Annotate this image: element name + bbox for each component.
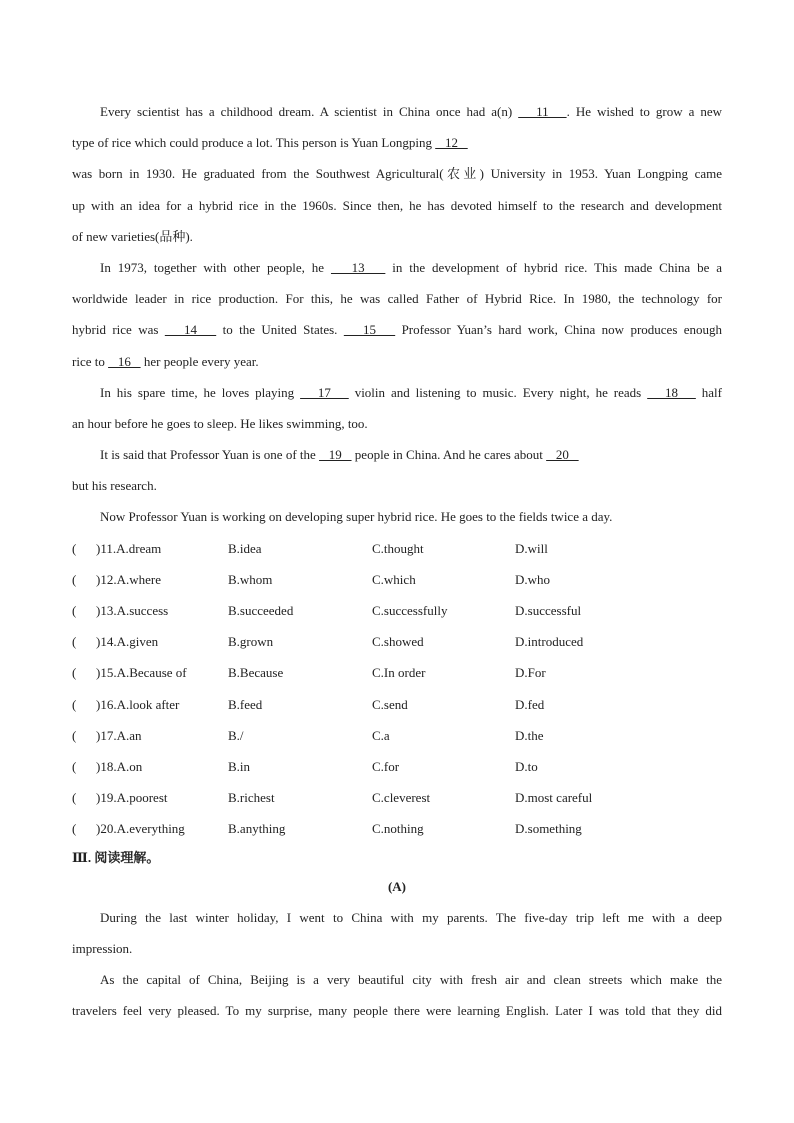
option-a[interactable]: )17.A.an bbox=[96, 727, 142, 743]
question-row bbox=[72, 595, 722, 626]
passage-line: of new varieties(品种). bbox=[72, 228, 193, 244]
option-c[interactable]: C.which bbox=[372, 571, 416, 587]
answer-paren[interactable]: ( bbox=[72, 821, 77, 837]
option-b[interactable]: B.grown bbox=[228, 634, 274, 650]
answer-paren[interactable]: ( bbox=[72, 758, 77, 774]
option-d[interactable]: D.who bbox=[515, 571, 551, 587]
option-d[interactable]: D.introduced bbox=[515, 634, 584, 650]
option-d[interactable]: D.fed bbox=[515, 696, 545, 712]
option-c[interactable]: C.a bbox=[372, 727, 390, 743]
option-c[interactable]: C.for bbox=[372, 758, 400, 774]
blank-16[interactable]: 16 bbox=[108, 353, 141, 369]
option-b[interactable]: B.feed bbox=[228, 696, 263, 712]
passage-line: impression. bbox=[72, 940, 133, 956]
passage-line: but his research. bbox=[72, 478, 157, 494]
blank-12[interactable]: 12 bbox=[435, 135, 468, 151]
passage-line: up with an idea for a hybrid rice in the 1960s. Since then, he has devoted himself to the research and development bbox=[72, 197, 722, 213]
blank-18[interactable]: 18 bbox=[647, 384, 696, 400]
passage-subtitle: (A) bbox=[387, 878, 407, 894]
option-d[interactable]: D.For bbox=[515, 665, 546, 681]
option-a[interactable]: )20.A.everything bbox=[96, 821, 185, 837]
option-b[interactable]: B.in bbox=[228, 758, 251, 774]
question-row bbox=[72, 626, 722, 657]
option-c[interactable]: C.cleverest bbox=[372, 790, 431, 806]
option-a[interactable]: )16.A.look after bbox=[96, 696, 180, 712]
question-row bbox=[72, 782, 722, 813]
answer-paren[interactable]: ( bbox=[72, 603, 77, 618]
option-a[interactable]: )13.A.success bbox=[96, 603, 169, 618]
option-c[interactable]: C.successfully bbox=[372, 603, 448, 618]
blank-15[interactable]: 15 bbox=[343, 322, 396, 338]
option-b[interactable]: B.whom bbox=[228, 571, 273, 587]
answer-paren[interactable]: ( bbox=[72, 696, 77, 712]
passage-line: It is said that Professor Yuan is one of the 19 people in China. And he cares about 20 bbox=[100, 447, 579, 463]
option-a[interactable]: )14.A.given bbox=[96, 634, 159, 650]
passage-line: an hour before he goes to sleep. He likes swimming, too. bbox=[72, 415, 368, 431]
answer-paren[interactable]: ( bbox=[72, 540, 77, 556]
passage-line: was born in 1930. He graduated from the Southwest Agricultural(农业) University in 1953. Yuan Longping came bbox=[72, 166, 722, 182]
question-row bbox=[72, 564, 722, 595]
option-d[interactable]: D.the bbox=[515, 727, 544, 743]
answer-paren[interactable]: ( bbox=[72, 634, 77, 650]
option-c[interactable]: C.send bbox=[372, 696, 408, 712]
passage-line: hybrid rice was 14 to the United States. 15 Professor Yuan’s hard work, China now produces enough bbox=[72, 322, 723, 338]
option-d[interactable]: D.something bbox=[515, 821, 582, 837]
section-heading: Ⅲ. 阅读理解。 bbox=[72, 849, 160, 865]
answer-paren[interactable]: ( bbox=[72, 790, 77, 806]
option-a[interactable]: )18.A.on bbox=[96, 758, 143, 774]
blank-11[interactable]: 11 bbox=[518, 104, 567, 119]
option-d[interactable]: D.will bbox=[515, 540, 548, 556]
option-b[interactable]: B./ bbox=[228, 727, 244, 743]
blank-19[interactable]: 19 bbox=[319, 447, 352, 463]
answer-paren[interactable]: ( bbox=[72, 727, 77, 743]
passage-line: type of rice which could produce a lot. This person is Yuan Longping 12 bbox=[72, 135, 468, 151]
option-c[interactable]: C.nothing bbox=[372, 821, 424, 837]
option-a[interactable]: )12.A.where bbox=[96, 571, 161, 587]
question-row bbox=[72, 533, 722, 564]
passage-line: In his spare time, he loves playing 17 violin and listening to music. Every night, he reads 18 half bbox=[100, 384, 722, 400]
passage-line: Every scientist has a childhood dream. A scientist in China once had a(n) 11 . He wished to grow a new bbox=[100, 104, 722, 119]
blank-17[interactable]: 17 bbox=[300, 384, 349, 400]
question-row bbox=[72, 689, 722, 720]
cloze-passage bbox=[72, 96, 722, 533]
question-row bbox=[72, 751, 722, 782]
option-b[interactable]: B.idea bbox=[228, 540, 262, 556]
option-c[interactable]: C.In order bbox=[372, 665, 426, 681]
option-a[interactable]: )11.A.dream bbox=[96, 540, 162, 556]
option-d[interactable]: D.to bbox=[515, 758, 538, 774]
option-d[interactable]: D.successful bbox=[515, 603, 582, 618]
passage-line: As the capital of China, Beijing is a very beautiful city with fresh air and clean streets which make the bbox=[100, 972, 722, 988]
blank-13[interactable]: 13 bbox=[330, 259, 386, 275]
option-d[interactable]: D.most careful bbox=[515, 790, 593, 806]
option-b[interactable]: B.richest bbox=[228, 790, 275, 806]
passage-line: During the last winter holiday, I went to China with my parents. The five-day trip left me with a deep bbox=[100, 909, 722, 925]
answer-paren[interactable]: ( bbox=[72, 571, 77, 587]
question-list bbox=[72, 533, 722, 845]
passage-line: In 1973, together with other people, he 13 in the development of hybrid rice. This made China be a bbox=[100, 259, 723, 275]
option-b[interactable]: B.Because bbox=[228, 665, 284, 681]
option-a[interactable]: )15.A.Because of bbox=[96, 665, 187, 681]
answer-paren[interactable]: ( bbox=[72, 665, 77, 681]
passage-line: rice to 16 her people every year. bbox=[72, 353, 259, 369]
question-row bbox=[72, 657, 722, 688]
question-row bbox=[72, 813, 722, 844]
option-b[interactable]: B.anything bbox=[228, 821, 286, 837]
worksheet-page bbox=[72, 96, 722, 1026]
option-b[interactable]: B.succeeded bbox=[228, 603, 294, 618]
blank-14[interactable]: 14 bbox=[164, 322, 217, 338]
option-c[interactable]: C.showed bbox=[372, 634, 424, 650]
question-row bbox=[72, 720, 722, 751]
passage-line: Now Professor Yuan is working on developing super hybrid rice. He goes to the fields twice a day. bbox=[100, 509, 613, 525]
blank-20[interactable]: 20 bbox=[546, 447, 579, 463]
passage-line: worldwide leader in rice production. For this, he was called Father of Hybrid Rice. In 1980, the technology for bbox=[72, 291, 722, 307]
option-c[interactable]: C.thought bbox=[372, 540, 424, 556]
passage-line: travelers feel very pleased. To my surprise, many people there were learning English. Later I was told that they did bbox=[72, 1003, 722, 1019]
option-a[interactable]: )19.A.poorest bbox=[96, 790, 168, 806]
